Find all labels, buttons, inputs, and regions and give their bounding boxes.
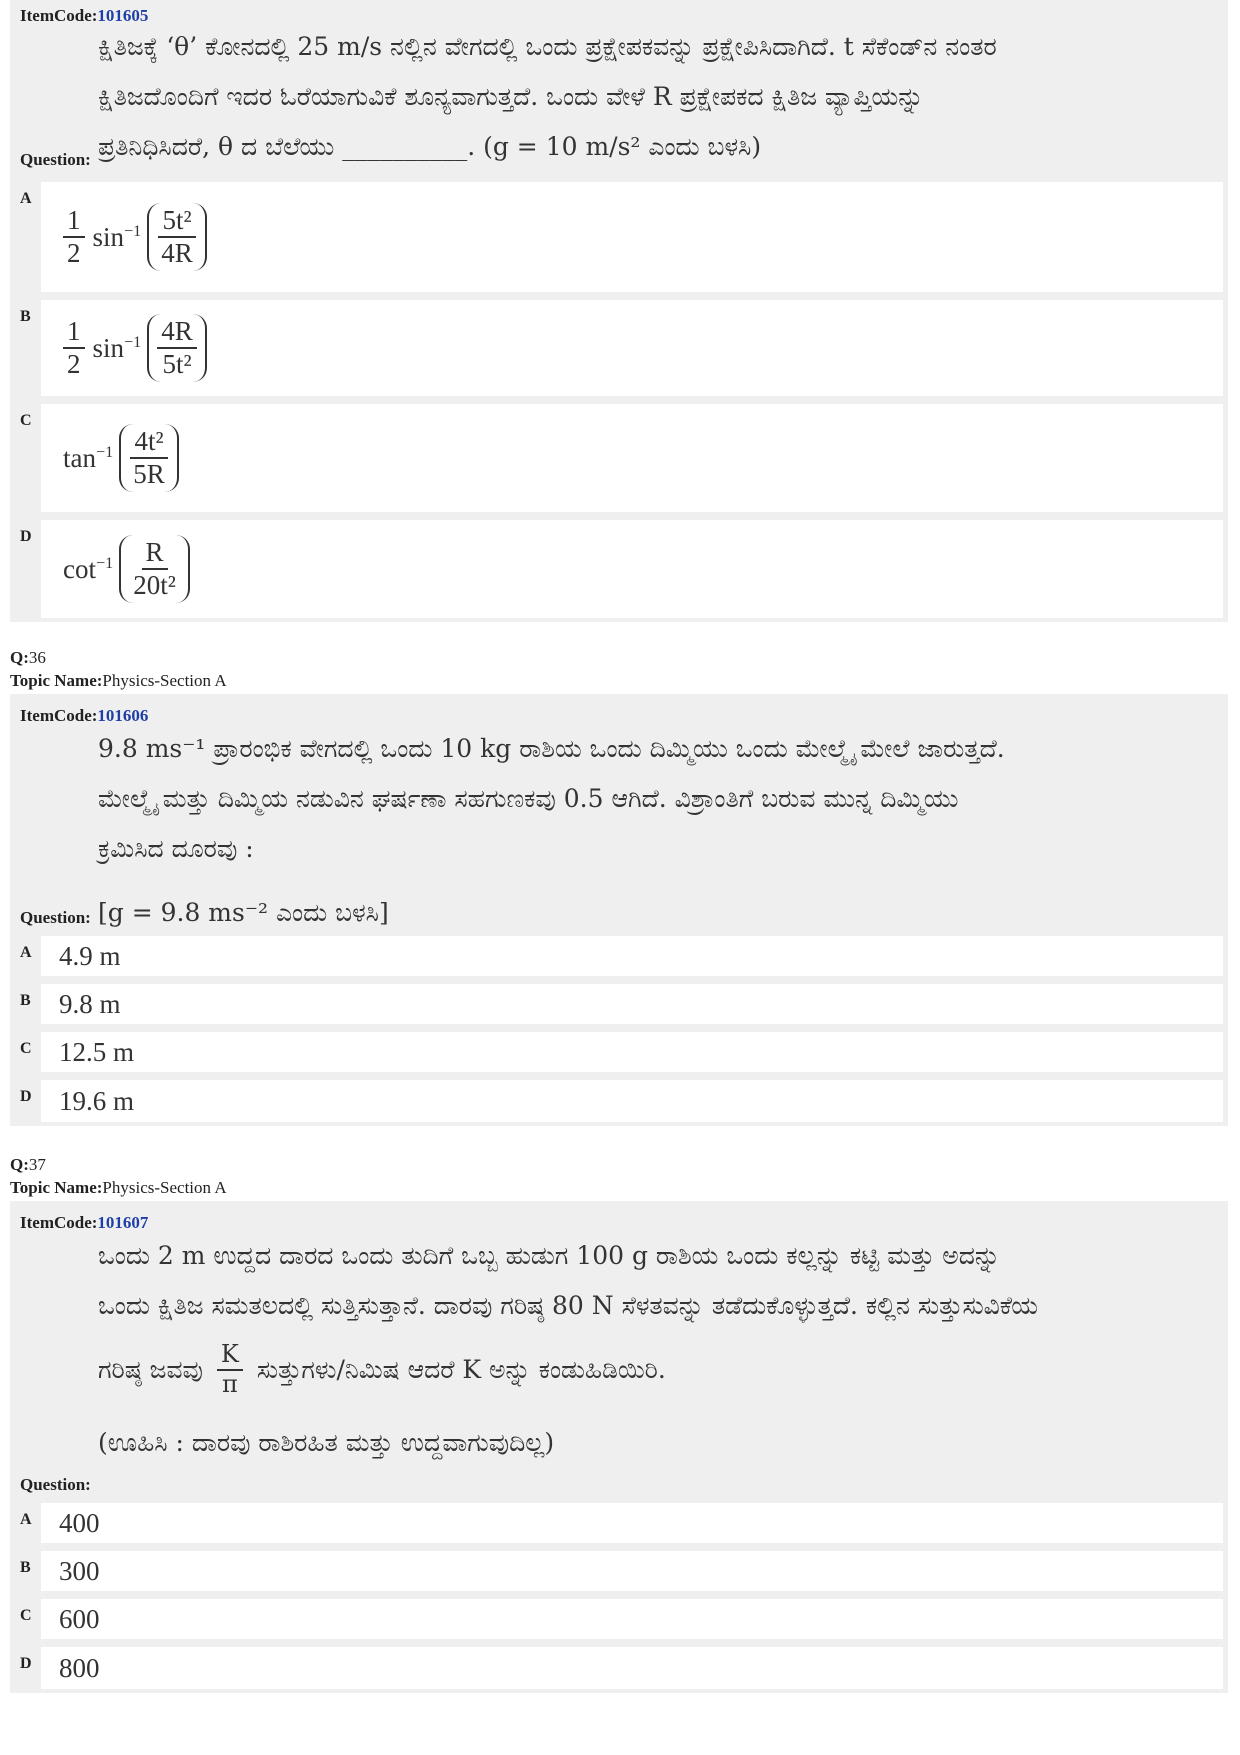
option-c[interactable] — [10, 1028, 1228, 1076]
argument-parentheses — [147, 314, 207, 382]
option-content: 800 — [41, 1647, 1223, 1689]
topic-label: Topic Name: — [10, 1178, 103, 1197]
argument-parentheses — [119, 535, 190, 603]
itemcode-label: ItemCode: — [20, 706, 98, 725]
question-text-fragment: ಸುತ್ತುಗಳು/ನಿಮಿಷ ಆದರೆ K ಅನ್ನು ಕಂಡುಹಿಡಿಯಿರಿ. — [256, 1354, 666, 1384]
question-number-label: Q: — [10, 1155, 29, 1174]
option-formula — [59, 314, 207, 382]
option-letter: D — [20, 1655, 32, 1672]
topic-name — [10, 1178, 227, 1198]
question-line: ಒಂದು ಕ್ಷಿತಿಜ ಸಮತಲದಲ್ಲಿ ಸುತ್ತಿಸುತ್ತಾನೆ. ದಾರವು ಗರಿಷ್ಠ 80 N ಸೆಳತವನ್ನು ತಡೆದುಕೊಳ್ಳುತ್ತದೆ. ಕಲ್ಲಿನ ಸುತ್ತುಸುವಿಕೆಯ — [98, 1291, 1039, 1320]
option-b[interactable] — [10, 296, 1228, 400]
option-letter: A — [20, 190, 32, 207]
question-number — [10, 1155, 46, 1175]
itemcode — [20, 706, 148, 726]
question-text — [98, 1231, 1218, 1468]
option-letter: A — [20, 1511, 32, 1528]
fraction-denominator: 2 — [67, 238, 81, 268]
function-name — [63, 554, 113, 585]
fraction-numerator: 1 — [63, 316, 85, 349]
topic-name — [10, 671, 227, 691]
option-content — [41, 520, 1223, 618]
itemcode-value: 101607 — [97, 1213, 149, 1232]
option-letter: D — [20, 1088, 32, 1105]
inline-fraction — [217, 1341, 243, 1398]
option-letter: B — [20, 992, 31, 1009]
argument-fraction — [129, 426, 169, 490]
argument-parentheses — [147, 203, 207, 271]
itemcode-value: 101606 — [97, 706, 149, 725]
option-content: 9.8 m — [41, 984, 1223, 1024]
question-block-q37 — [10, 1201, 1228, 1499]
option-letter: A — [20, 944, 32, 961]
fraction-denominator: 5t² — [162, 349, 192, 379]
option-letter: C — [20, 1040, 32, 1057]
option-d[interactable] — [10, 1076, 1228, 1126]
itemcode-value: 101605 — [97, 6, 149, 25]
fraction-numerator: R — [142, 537, 168, 570]
fraction-denominator: π — [221, 1369, 238, 1398]
function-label: sin — [92, 332, 125, 363]
function-label: sin — [92, 221, 125, 252]
option-content: 400 — [41, 1503, 1223, 1543]
question-line: ಕ್ಷಿತಿಜದೊಂದಿಗೆ ಇದರ ಓರೆಯಾಗುವಿಕೆ ಶೂನ್ಯವಾಗುತ್ತದೆ. ಒಂದು ವೇಳೆ R ಪ್ರಕ್ಷೇಪಕದ ಕ್ಷಿತಿಜ ವ್ಯಾಪ್ತಿಯನ್ನು — [98, 82, 924, 111]
question-line: (ಊಹಿಸಿ : ದಾರವು ರಾಶಿರಹಿತ ಮತ್ತು ಉದ್ದವಾಗುವುದಿಲ್ಲ) — [98, 1428, 555, 1458]
itemcode-label: ItemCode: — [20, 6, 98, 25]
option-letter: C — [20, 412, 32, 429]
option-a[interactable] — [10, 178, 1228, 296]
option-letter: D — [20, 528, 32, 545]
question-block-q35 — [10, 0, 1228, 178]
topic-value: Physics-Section A — [102, 671, 227, 690]
option-letter: B — [20, 308, 31, 325]
option-d[interactable] — [10, 516, 1228, 622]
option-c[interactable] — [10, 1595, 1228, 1643]
function-label: cot — [63, 553, 96, 584]
option-letter: C — [20, 1607, 32, 1624]
fraction-numerator: 5t² — [158, 205, 195, 238]
option-b[interactable] — [10, 980, 1228, 1028]
option-content — [41, 404, 1223, 512]
fraction-numerator: 1 — [63, 205, 85, 238]
fraction-denominator: 20t² — [133, 570, 176, 600]
option-formula — [59, 203, 207, 271]
question-label: Question: — [20, 908, 91, 927]
question-block-q36 — [10, 694, 1228, 932]
coefficient-fraction — [63, 316, 85, 380]
option-content: 12.5 m — [41, 1032, 1223, 1072]
option-a[interactable] — [10, 1499, 1228, 1547]
function-exponent: −1 — [96, 553, 114, 572]
question-line: ಒಂದು 2 m ಉದ್ದದ ದಾರದ ಒಂದು ತುದಿಗೆ ಒಬ್ಬ ಹುಡುಗ 100 g ರಾಶಿಯ ಒಂದು ಕಲ್ಲನ್ನು ಕಟ್ಟಿ ಮತ್ತು ಅದನ್ನು — [98, 1241, 1001, 1270]
itemcode-label: ItemCode: — [20, 1213, 98, 1232]
function-exponent: −1 — [96, 442, 114, 461]
option-c[interactable] — [10, 400, 1228, 516]
argument-parentheses — [119, 424, 179, 492]
topic-value: Physics-Section A — [102, 1178, 227, 1197]
argument-fraction — [157, 205, 197, 269]
function-name — [63, 443, 113, 474]
option-content — [41, 182, 1223, 292]
question-line: ಕ್ಷಿತಿಜಕ್ಕೆ ‘θ’ ಕೋನದಲ್ಲಿ 25 m/s ನಲ್ಲಿನ ವೇಗದಲ್ಲಿ ಒಂದು ಪ್ರಕ್ಷೇಪಕವನ್ನು ಪ್ರಕ್ಷೇಪಿಸಿದಾಗಿದೆ. t ಸೆಕೆಂಡ್‌ನ ನಂತರ — [98, 32, 997, 61]
question-text-fragment: ಗರಿಷ್ಠ ಜವವು — [98, 1354, 203, 1384]
function-name — [93, 333, 142, 364]
function-exponent: −1 — [124, 221, 142, 240]
question-label: Question: — [20, 150, 91, 169]
question-text — [98, 724, 1218, 938]
question-number-label: Q: — [10, 648, 29, 667]
question-line: 9.8 ms⁻¹ ಪ್ರಾರಂಭಿಕ ವೇಗದಲ್ಲಿ ಒಂದು 10 kg ರಾಶಿಯ ಒಂದು ದಿಮ್ಮಿಯು ಒಂದು ಮೇಲ್ಮೈ ಮೇಲೆ ಜಾರುತ್ತದೆ. — [98, 734, 1005, 763]
fraction-denominator: 2 — [67, 349, 81, 379]
question-line: [g = 9.8 ms⁻² ಎಂದು ಬಳಸಿ] — [98, 898, 389, 927]
question-line: ಮೇಲ್ಮೈ ಮತ್ತು ದಿಮ್ಮಿಯ ನಡುವಿನ ಘರ್ಷಣಾ ಸಹಗುಣಕವು 0.5 ಆಗಿದೆ. ವಿಶ್ರಾಂತಿಗೆ ಬರುವ ಮುನ್ನ ದಿಮ್ಮಿಯು — [98, 784, 959, 813]
option-content: 600 — [41, 1599, 1223, 1639]
option-content: 4.9 m — [41, 936, 1223, 976]
question-number-value: 36 — [28, 648, 46, 667]
topic-label: Topic Name: — [10, 671, 103, 690]
fraction-numerator: 4R — [157, 316, 197, 349]
question-number — [10, 648, 46, 668]
question-line — [98, 1341, 1218, 1398]
option-letter: B — [20, 1559, 31, 1576]
question-line: ಪ್ರತಿನಿಧಿಸಿದರೆ, θ ದ ಬೆಲೆಯು __________. (g = 10 m/s² ಎಂದು ಬಳಸಿ) — [98, 132, 762, 161]
question-number-value: 37 — [28, 1155, 46, 1174]
itemcode — [20, 1213, 148, 1233]
option-formula — [59, 424, 179, 492]
fraction-denominator: 5R — [133, 459, 165, 489]
option-content: 19.6 m — [41, 1080, 1223, 1122]
argument-fraction — [129, 537, 180, 601]
fraction-denominator: 4R — [161, 238, 193, 268]
option-formula — [59, 535, 190, 603]
fraction-numerator: 4t² — [130, 426, 167, 459]
question-text — [98, 22, 1218, 172]
function-exponent: −1 — [124, 332, 142, 351]
option-content — [41, 300, 1223, 396]
option-a[interactable] — [10, 932, 1228, 980]
fraction-numerator: K — [217, 1341, 243, 1371]
function-label: tan — [63, 442, 96, 473]
option-d[interactable] — [10, 1643, 1228, 1693]
option-content: 300 — [41, 1551, 1223, 1591]
coefficient-fraction — [63, 205, 85, 269]
question-line: ಕ್ರಮಿಸಿದ ದೂರವು : — [98, 834, 254, 863]
function-name — [93, 222, 142, 253]
argument-fraction — [157, 316, 197, 380]
question-label: Question: — [20, 1475, 91, 1494]
option-b[interactable] — [10, 1547, 1228, 1595]
